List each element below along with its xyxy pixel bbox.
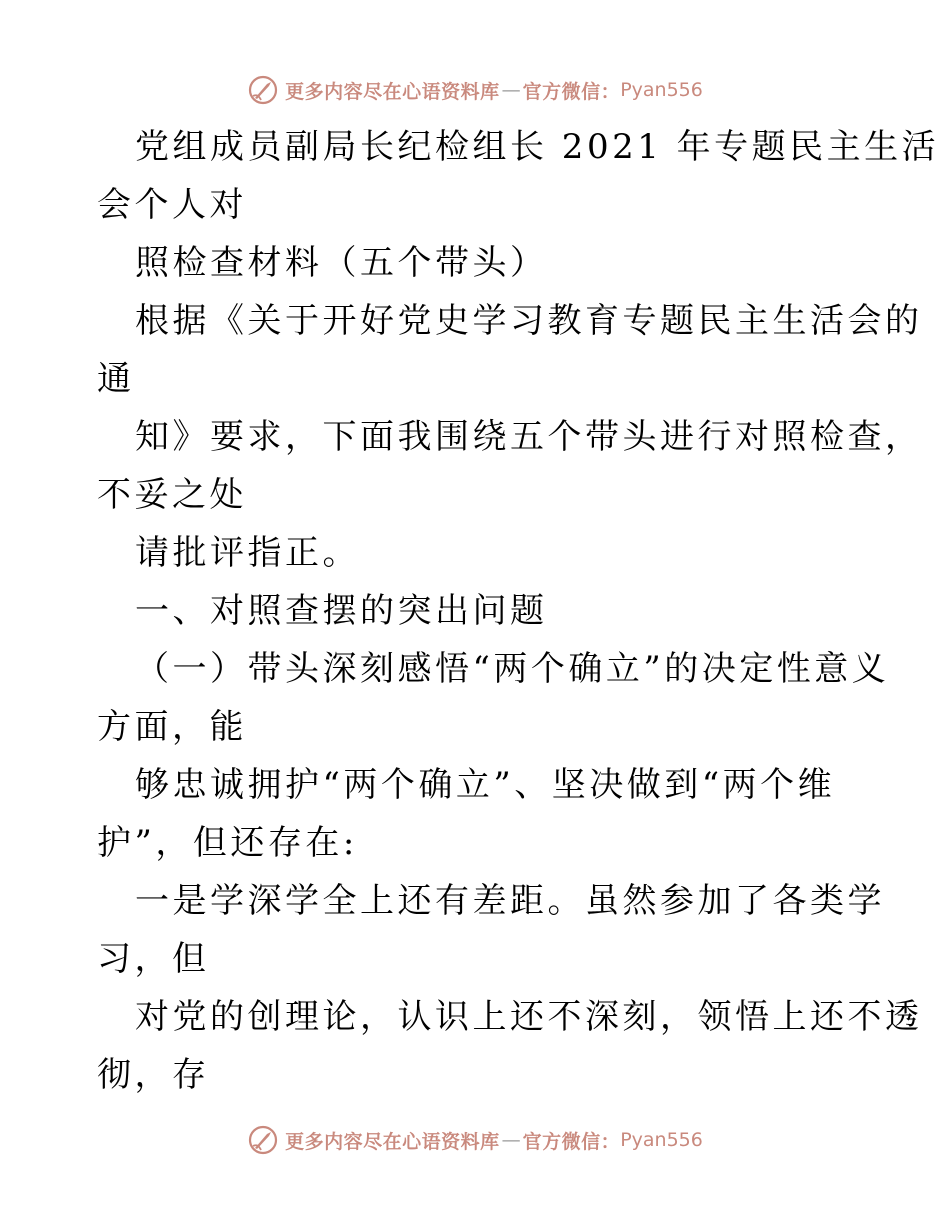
banner-slogan: 更多内容尽在心语资料库 <box>285 1130 500 1153</box>
doc-line: 习，但 <box>97 939 210 979</box>
doc-line: 根据《关于开好党史学习教育专题民主生活会的 <box>135 301 923 341</box>
banner-slogan: 更多内容尽在心语资料库 <box>285 80 500 103</box>
doc-line: 会个人对 <box>97 185 247 225</box>
doc-line: 照检查材料（五个带头） <box>135 243 548 283</box>
banner-account-id: Pyan556 <box>620 1129 703 1151</box>
doc-line: 方面，能 <box>97 707 247 747</box>
banner-account-id: Pyan556 <box>620 79 703 101</box>
doc-line: 一是学深学全上还有差距。虽然参加了各类学 <box>135 881 885 921</box>
doc-line: 一、对照查摆的突出问题 <box>135 591 548 631</box>
doc-line: 请批评指正。 <box>135 533 360 573</box>
doc-line: 知》要求，下面我围绕五个带头进行对照检查， <box>135 417 923 457</box>
doc-line: 不妥之处 <box>97 475 247 515</box>
doc-line: 对党的创理论，认识上还不深刻，领悟上还不透 <box>135 997 923 1037</box>
banner-separator: — <box>501 1129 521 1151</box>
doc-line: （一）带头深刻感悟“两个确立”的决定性意义 <box>135 649 890 689</box>
banner-separator: — <box>501 79 521 101</box>
quill-pen-icon <box>247 1124 279 1156</box>
quill-pen-icon <box>247 74 279 106</box>
banner-account-label: 官方微信： <box>522 80 621 103</box>
header-banner <box>0 70 950 110</box>
doc-line: 党组成员副局长纪检组长 2021 年专题民主生活 <box>135 127 940 167</box>
doc-line: 彻，存 <box>97 1055 210 1095</box>
document-body <box>97 118 940 1104</box>
doc-line: 通 <box>97 359 135 399</box>
banner-account-label: 官方微信： <box>522 1130 621 1153</box>
doc-line: 护”，但还存在: <box>97 823 358 863</box>
footer-banner <box>0 1120 950 1160</box>
doc-line: 够忠诚拥护“两个确立”、坚决做到“两个维 <box>135 765 836 805</box>
